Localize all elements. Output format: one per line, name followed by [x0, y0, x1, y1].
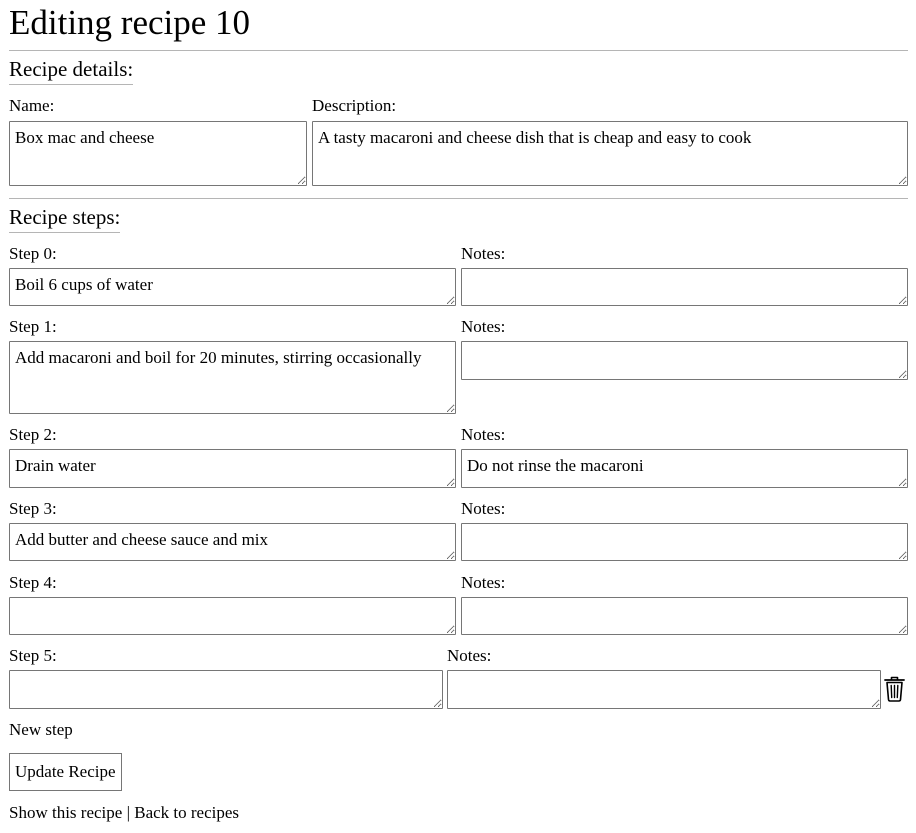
notes-label: Notes: [447, 646, 492, 665]
trash-icon-graphic [884, 676, 905, 702]
step-field[interactable] [9, 268, 456, 306]
page-title: Editing recipe 10 [9, 3, 251, 42]
divider [9, 50, 908, 51]
notes-label: Notes: [461, 244, 506, 263]
step-field[interactable] [9, 341, 456, 414]
step-label: Step 1: [9, 317, 57, 336]
trash-icon[interactable] [884, 676, 905, 707]
description-field[interactable] [312, 121, 908, 186]
step-field[interactable] [9, 449, 456, 488]
footer-links [9, 803, 239, 823]
divider [9, 198, 908, 199]
step-label: Step 4: [9, 573, 57, 592]
new-step-link[interactable]: New step [9, 720, 73, 739]
name-label: Name: [9, 96, 55, 115]
notes-label: Notes: [461, 573, 506, 592]
back-to-recipes-link[interactable]: Back to recipes [134, 803, 240, 822]
notes-label: Notes: [461, 425, 506, 444]
step-field[interactable] [9, 670, 443, 709]
notes-field[interactable] [461, 597, 908, 635]
notes-field[interactable] [461, 449, 908, 488]
step-label: Step 3: [9, 499, 57, 518]
update-recipe-button[interactable]: Update Recipe [9, 753, 122, 791]
name-field[interactable] [9, 121, 307, 186]
link-separator: | [126, 803, 130, 822]
step-label: Step 5: [9, 646, 57, 665]
description-label: Description: [312, 96, 397, 115]
recipe-steps-heading: Recipe steps: [9, 204, 120, 233]
notes-field[interactable] [461, 268, 908, 306]
step-label: Step 2: [9, 425, 57, 444]
step-field[interactable] [9, 597, 456, 635]
step-label: Step 0: [9, 244, 57, 263]
show-recipe-link[interactable]: Show this recipe [9, 803, 123, 822]
notes-label: Notes: [461, 317, 506, 336]
notes-field[interactable] [461, 341, 908, 380]
notes-field[interactable] [461, 523, 908, 561]
step-field[interactable] [9, 523, 456, 561]
notes-field[interactable] [447, 670, 881, 709]
notes-label: Notes: [461, 499, 506, 518]
recipe-details-heading: Recipe details: [9, 56, 133, 85]
